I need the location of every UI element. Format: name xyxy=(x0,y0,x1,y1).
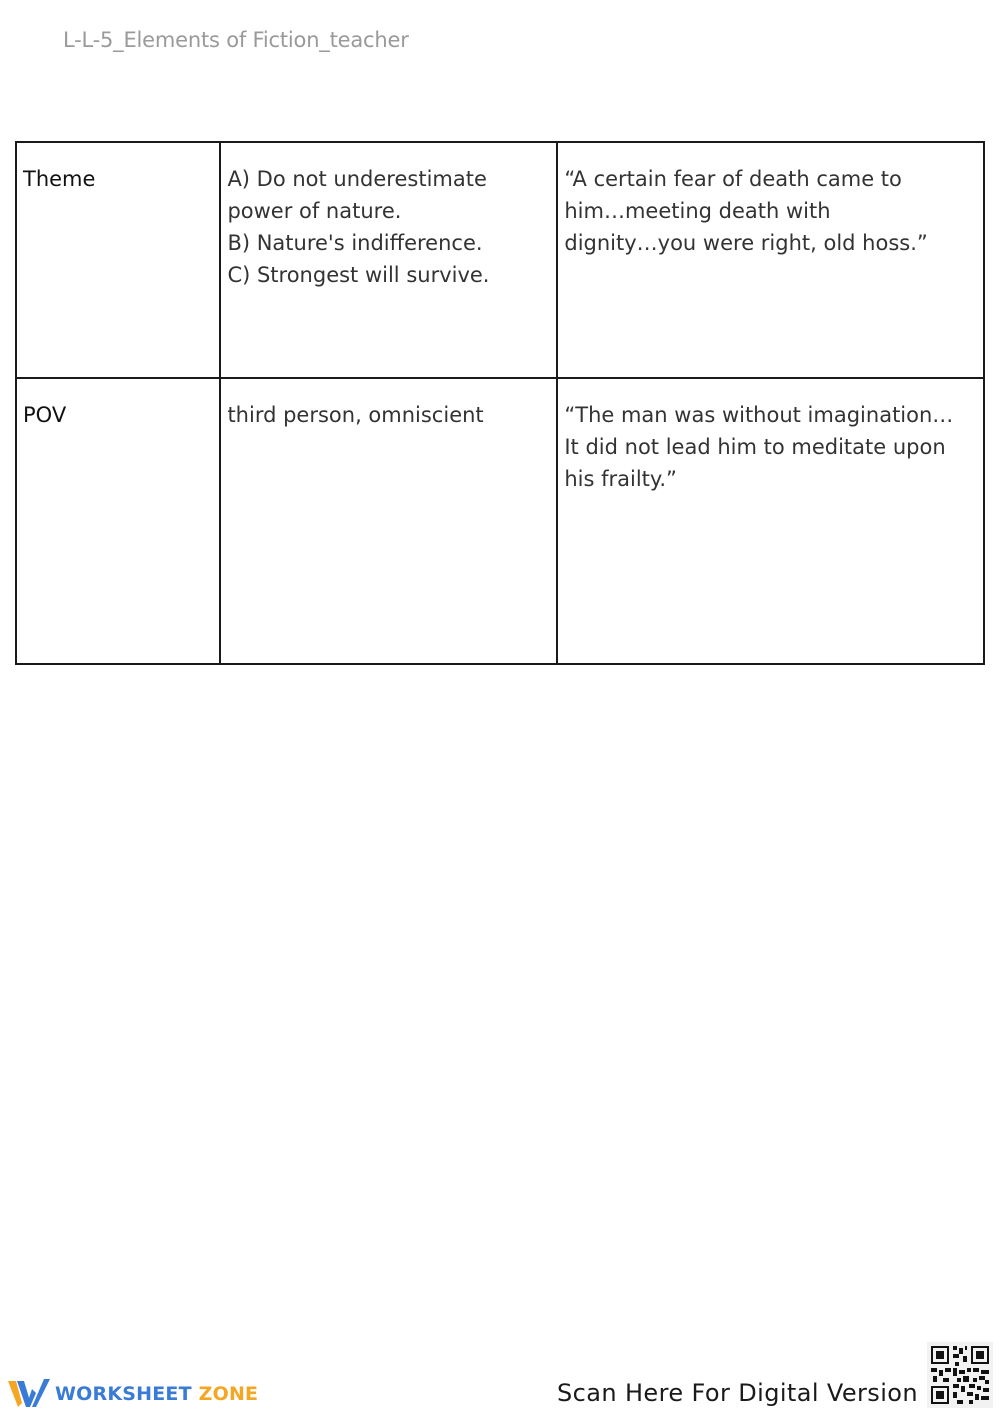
brand-name-part2: ZONE xyxy=(198,1383,259,1405)
quote-line: “The man was without imagination… xyxy=(564,403,954,427)
quote-line: “A certain fear of death came to xyxy=(564,167,902,191)
table-row xyxy=(16,142,984,378)
brand-logo[interactable] xyxy=(8,1374,258,1414)
quote-cell xyxy=(557,142,984,378)
scan-prompt: Scan Here For Digital Version xyxy=(557,1379,918,1407)
quote-line: his frailty.” xyxy=(564,467,677,491)
brand-name xyxy=(55,1383,258,1405)
brand-name-part1: WORKSHEET xyxy=(55,1383,192,1405)
worksheetzone-w-logo-icon xyxy=(8,1377,50,1411)
answer-line: B) Nature's indifference. xyxy=(227,231,483,255)
answer-line: C) Strongest will survive. xyxy=(227,263,490,287)
elements-table xyxy=(15,141,985,665)
row-label: Theme xyxy=(16,142,220,378)
document-title: L-L-5_Elements of Fiction_teacher xyxy=(63,28,409,52)
qr-code-icon[interactable] xyxy=(927,1342,993,1408)
quote-line: dignity…you were right, old hoss.” xyxy=(564,231,928,255)
answer-line: A) Do not underestimate xyxy=(227,167,487,191)
table-row xyxy=(16,378,984,664)
answer-cell xyxy=(220,378,557,664)
row-label: POV xyxy=(16,378,220,664)
answer-cell xyxy=(220,142,557,378)
quote-line: It did not lead him to meditate upon xyxy=(564,435,946,459)
quote-line: him…meeting death with xyxy=(564,199,831,223)
answer-line: power of nature. xyxy=(227,199,402,223)
quote-cell xyxy=(557,378,984,664)
answer-line: third person, omniscient xyxy=(227,403,484,427)
